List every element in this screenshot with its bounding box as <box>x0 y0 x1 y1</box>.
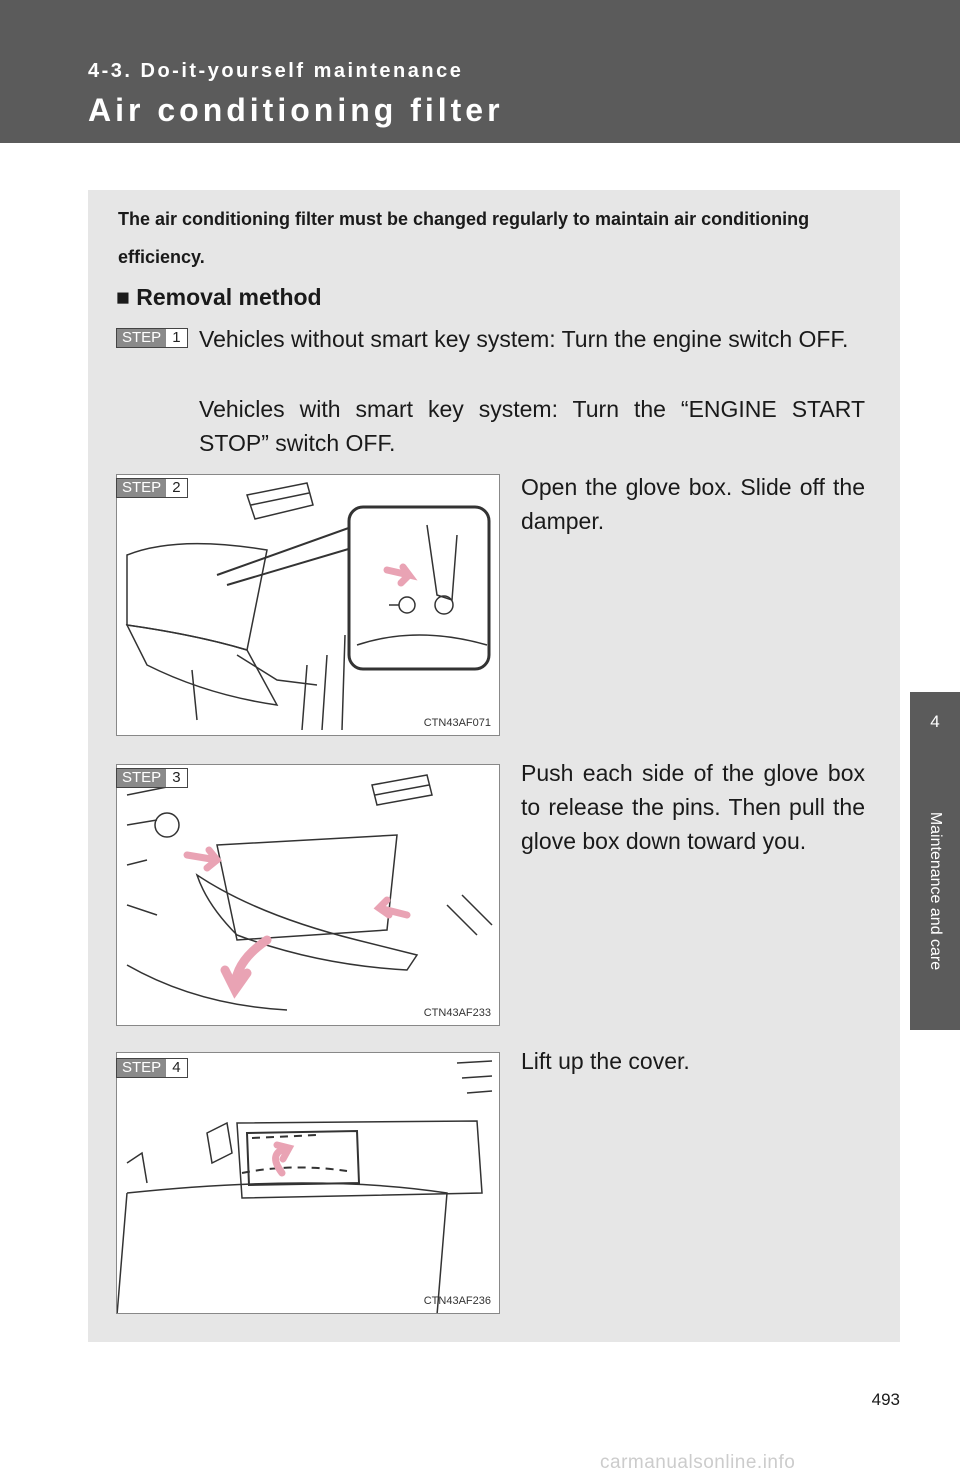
intro-text: The air conditioning filter must be changed regularly to maintain air conditioning efficiency. <box>118 209 810 267</box>
step-number: 4 <box>166 1059 186 1077</box>
step-4-badge <box>116 1058 188 1078</box>
step-3-figure <box>116 764 500 1026</box>
step-word: STEP <box>117 769 166 787</box>
step-2-text: Open the glove box. Slide off the damper. <box>521 474 865 534</box>
step-word: STEP <box>117 479 166 497</box>
filter-cover-illustration <box>117 1053 500 1314</box>
step-number: 1 <box>166 329 186 347</box>
section-label: 4-3. Do-it-yourself maintenance <box>88 60 464 82</box>
step-number: 3 <box>166 769 186 787</box>
step-4-text: Lift up the cover. <box>521 1048 690 1074</box>
step-2-badge <box>116 478 188 498</box>
step-1-line2: Vehicles with smart key system: Turn the “ENGINE START STOP” switch OFF. <box>199 396 865 456</box>
step-1-badge <box>116 328 188 348</box>
figure-code: CTN43AF233 <box>423 1007 491 1019</box>
step-3-text: Push each side of the glove box to release the pins. Then pull the glove box down toward you. <box>521 760 865 854</box>
removal-method-heading: ■ Removal method <box>116 284 322 310</box>
step-number: 2 <box>166 479 186 497</box>
watermark: carmanualsonline.info <box>600 1452 796 1473</box>
page-number: 493 <box>871 1390 900 1409</box>
step-word: STEP <box>117 329 166 347</box>
glove-box-damper-illustration <box>117 475 500 736</box>
chapter-label: Maintenance and care <box>927 811 944 971</box>
step-4-figure <box>116 1052 500 1314</box>
step-3-badge <box>116 768 188 788</box>
page-header <box>0 0 960 143</box>
page-title: Air conditioning filter <box>88 92 504 128</box>
glove-box-release-illustration <box>117 765 500 1026</box>
step-2-figure <box>116 474 500 736</box>
step-1-line1: Vehicles without smart key system: Turn the engine switch OFF. <box>199 326 849 352</box>
figure-code: CTN43AF236 <box>423 1295 491 1307</box>
chapter-number: 4 <box>930 712 940 731</box>
step-word: STEP <box>117 1059 166 1077</box>
figure-code: CTN43AF071 <box>423 717 491 729</box>
chapter-side-tab[interactable] <box>910 692 960 1030</box>
